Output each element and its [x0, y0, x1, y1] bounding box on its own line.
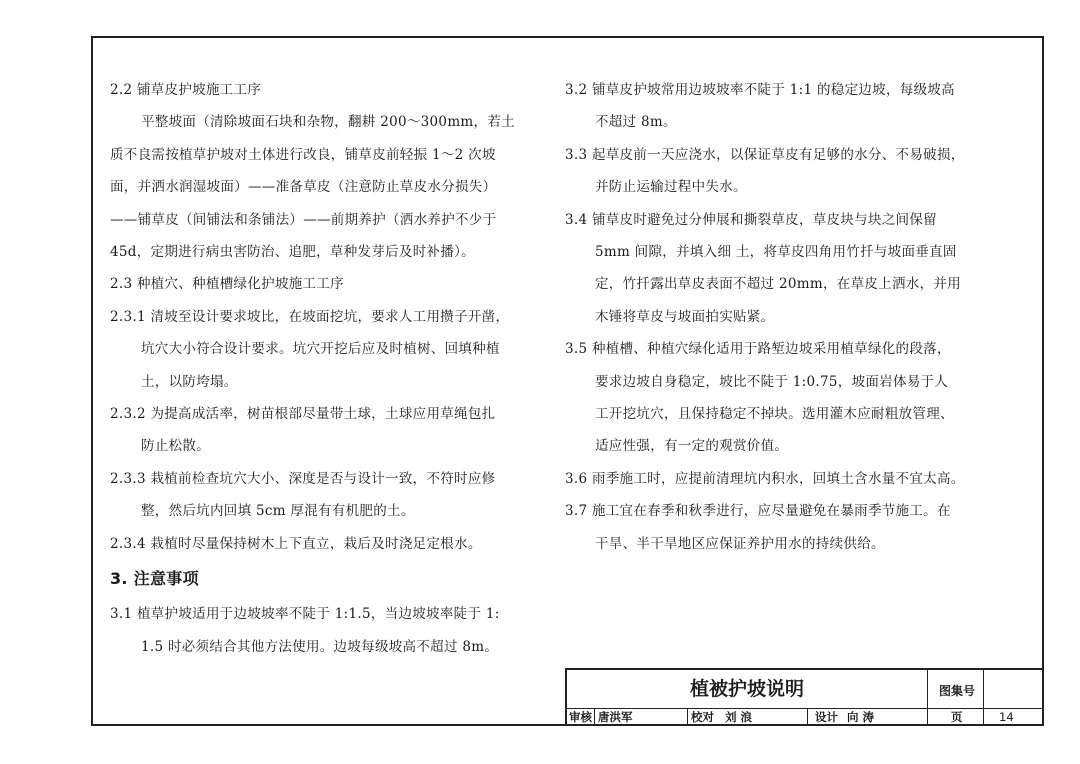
item-continuation: 工开挖坑穴，且保持稳定不掉块。选用灌木应耐粗放管理、 [595, 406, 954, 423]
item-2-3-3: 2.3.3 栽植前检查坑穴大小、深度是否与设计一致，不符时应修 [110, 470, 496, 487]
page-label: 页 [951, 710, 963, 724]
item-2-3-4: 2.3.4 栽植时尽量保持树木上下直立，栽后及时浇足定根水。 [110, 535, 482, 552]
item-continuation: 要求边坡自身稳定，坡比不陡于 1:0.75，坡面岩体易于人 [595, 373, 949, 390]
section-heading-2-2: 2.2 铺草皮护坡施工工序 [110, 82, 262, 98]
drawing-title: 植被护坡说明 [689, 678, 804, 700]
divider [927, 708, 928, 726]
item-continuation: 5mm 间隙，并填入细 土，将草皮四角用竹扦与坡面垂直固 [595, 244, 957, 261]
atlas-number-label: 图集号 [939, 684, 976, 698]
check-name: 刘 浪 [725, 710, 753, 724]
left-column [110, 74, 546, 663]
item-3-4: 3.4 铺草皮时避免过分伸展和撕裂草皮，草皮块与块之间保留 [565, 211, 937, 228]
item-continuation: 土，以防垮塌。 [141, 373, 238, 390]
item-continuation: 适应性强，有一定的观赏价值。 [595, 438, 789, 455]
title-block [565, 668, 1044, 726]
item-3-5: 3.5 种植槽、种植穴绿化适用于路堑边坡采用植草绿化的段落， [565, 341, 951, 358]
paragraph-line: 45d，定期进行病虫害防治、追肥，草种发芽后及时补播）。 [110, 244, 475, 261]
item-2-3-2: 2.3.2 为提高成活率，树苗根部尽量带土球，土球应用草绳包扎 [110, 406, 496, 423]
item-continuation: 坑穴大小符合设计要求。坑穴开挖后应及时植树、回填种植 [141, 341, 500, 358]
review-name: 唐洪军 [598, 710, 633, 724]
item-continuation: 整，然后坑内回填 5cm 厚混有有机肥的土。 [141, 503, 415, 520]
divider [983, 708, 984, 726]
item-2-3-1: 2.3.1 清坡至设计要求坡比，在坡面挖坑，要求人工用攒子开凿， [110, 308, 510, 325]
section-heading-2-3: 2.3 种植穴、种植槽绿化护坡施工工序 [110, 276, 344, 293]
item-continuation: 干旱、半干旱地区应保证养护用水的持续供给。 [595, 535, 885, 552]
item-continuation: 防止松散。 [141, 438, 210, 455]
divider [983, 670, 984, 708]
item-3-3: 3.3 起草皮前一天应浇水，以保证草皮有足够的水分、不易破损， [565, 146, 965, 163]
item-3-1: 3.1 植草护坡适用于边坡坡率不陡于 1:1.5，当边坡坡率陡于 1: [110, 606, 500, 623]
divider [594, 708, 595, 726]
item-continuation: 定，竹扦露出草皮表面不超过 20mm，在草皮上洒水，并用 [595, 276, 961, 293]
paragraph-line: ——铺草皮（间铺法和条铺法）——前期养护（洒水养护不少于 [110, 211, 497, 228]
item-continuation: 木锤将草皮与坡面拍实贴紧。 [595, 308, 775, 325]
item-continuation: 1.5 时必须结合其他方法使用。边坡每级坡高不超过 8m。 [141, 638, 499, 655]
item-3-2: 3.2 铺草皮护坡常用边坡坡率不陡于 1:1 的稳定边坡，每级坡高 [565, 82, 955, 98]
item-continuation: 并防止运输过程中失水。 [595, 179, 747, 196]
review-label: 审核 [569, 710, 592, 724]
paragraph-line: 质不良需按植草护坡对土体进行改良，铺草皮前轻振 1～2 次坡 [110, 146, 496, 163]
item-3-6: 3.6 雨季施工时，应提前清理坑内积水，回填土含水量不宜太高。 [565, 470, 965, 487]
page-number: 14 [999, 710, 1014, 724]
item-3-7: 3.7 施工宜在春季和秋季进行，应尽量避免在暴雨季节施工。在 [565, 503, 951, 520]
paragraph-line: 平整坡面（清除坡面石块和杂物，翻耕 200～300mm，若土 [141, 114, 515, 131]
title-row [567, 670, 1044, 709]
paragraph-line: 面，并洒水润湿坡面）——准备草皮（注意防止草皮水分损失） [110, 179, 497, 196]
section-heading-3: 3. 注意事项 [110, 569, 199, 589]
signature-row [567, 708, 1044, 726]
right-column [565, 74, 995, 560]
divider [927, 670, 928, 708]
design-name: 向 涛 [847, 710, 875, 724]
divider [807, 708, 808, 726]
check-label: 校对 [691, 710, 714, 724]
item-continuation: 不超过 8m。 [595, 114, 677, 131]
divider [687, 708, 688, 726]
design-label: 设计 [815, 710, 838, 724]
